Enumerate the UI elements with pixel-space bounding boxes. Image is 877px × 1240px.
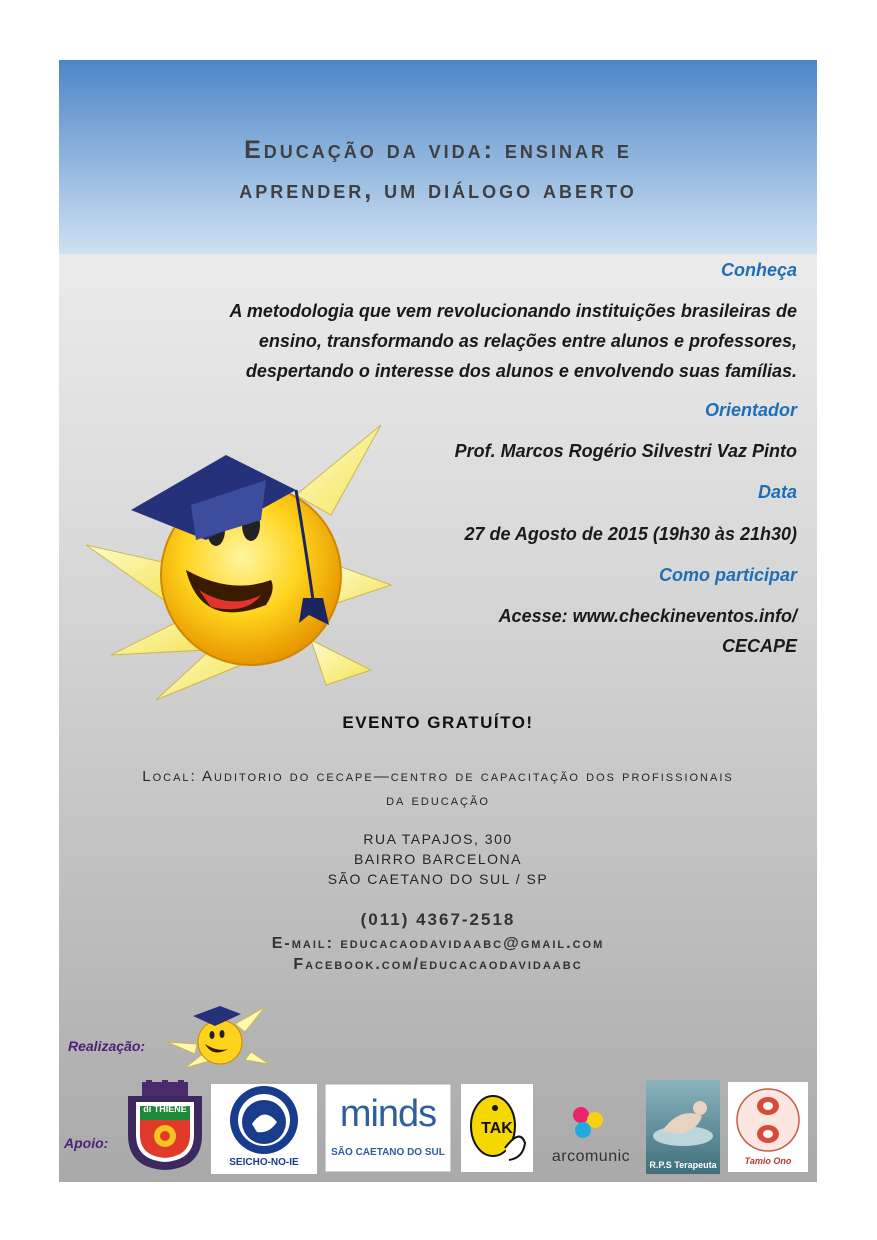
small-sun-mascot-icon — [165, 1002, 271, 1070]
title-line-2: aprender, um diálogo aberto — [239, 176, 637, 204]
conheca-line-2: ensino, transformando as relações entre alunos e professores, — [258, 331, 797, 351]
rps-logo — [646, 1080, 720, 1174]
phone-number: (011) 4367-2518 — [360, 910, 516, 929]
realizacao-label: Realização: — [68, 1038, 146, 1054]
tak-logo — [461, 1084, 533, 1172]
participar-line-1[interactable]: Acesse: www.checkineventos.info/ — [498, 606, 797, 626]
tak-logo-text: TAK — [481, 1120, 513, 1137]
participar-text — [499, 601, 797, 661]
conheca-text — [230, 296, 797, 386]
seicho-logo — [211, 1084, 317, 1174]
location-line-2: da educação — [386, 792, 490, 809]
arcomunic-logo-text: arcomunic — [551, 1148, 631, 1165]
minds-logo — [325, 1084, 451, 1172]
minds-logo-sub: SÃO CAETANO DO SUL — [331, 1147, 445, 1158]
thiene-crest-logo — [122, 1080, 208, 1172]
minds-logo-word: minds — [339, 1093, 437, 1135]
address-city: SÃO CAETANO DO SUL / SP — [327, 871, 549, 887]
apoio-label: Apoio: — [64, 1135, 109, 1151]
page-title — [59, 130, 817, 210]
location-line-1: Local: Auditorio do cecape—centro de capacitação dos profissionais — [142, 768, 734, 785]
data-value: 27 de Agosto de 2015 (19h30 às 21h30) — [464, 524, 797, 544]
address-district: BAIRRO BARCELONA — [354, 851, 522, 867]
address-street: RUA TAPAJOS, 300 — [363, 831, 513, 847]
flyer — [59, 60, 817, 1182]
participar-line-2: CECAPE — [721, 636, 797, 656]
rps-massage-icon — [650, 1086, 716, 1158]
tamio-logo — [728, 1082, 808, 1172]
tamio-acupuncture-icon — [734, 1086, 802, 1154]
conheca-line-3: despertando o interesse dos alunos e envolvendo suas famílias. — [245, 361, 797, 381]
arcomunic-logo — [537, 1100, 645, 1170]
facebook-line[interactable]: Facebook.com/educacaodavidaabc — [293, 956, 583, 973]
data-label: Data — [757, 482, 797, 502]
rps-logo-text: R.P.S Terapeuta — [649, 1160, 717, 1170]
seicho-globe-icon — [217, 1084, 311, 1156]
seicho-logo-text: SEICHO-NO-IE — [229, 1157, 299, 1168]
participar-label: Como participar — [658, 565, 797, 585]
email-line[interactable]: E-mail: educacaodavidaabc@gmail.com — [271, 935, 605, 952]
header-band — [59, 60, 817, 254]
thiene-logo-text: di THIENE — [143, 1104, 187, 1114]
title-line-1: Educação da vida: ensinar e — [244, 136, 632, 164]
location-text — [79, 765, 797, 813]
free-event-heading: EVENTO GRATUÍTO! — [342, 713, 534, 732]
sun-mascot-icon — [81, 415, 401, 705]
conheca-label: Conheça — [720, 260, 797, 280]
tamio-logo-text: Tamio Ono — [744, 1156, 792, 1166]
arcomunic-dots-icon — [567, 1102, 607, 1142]
orientador-name: Prof. Marcos Rogério Silvestri Vaz Pinto — [454, 441, 797, 461]
conheca-line-1: A metodologia que vem revolucionando instituições brasileiras de — [229, 301, 797, 321]
orientador-label: Orientador — [704, 400, 797, 420]
